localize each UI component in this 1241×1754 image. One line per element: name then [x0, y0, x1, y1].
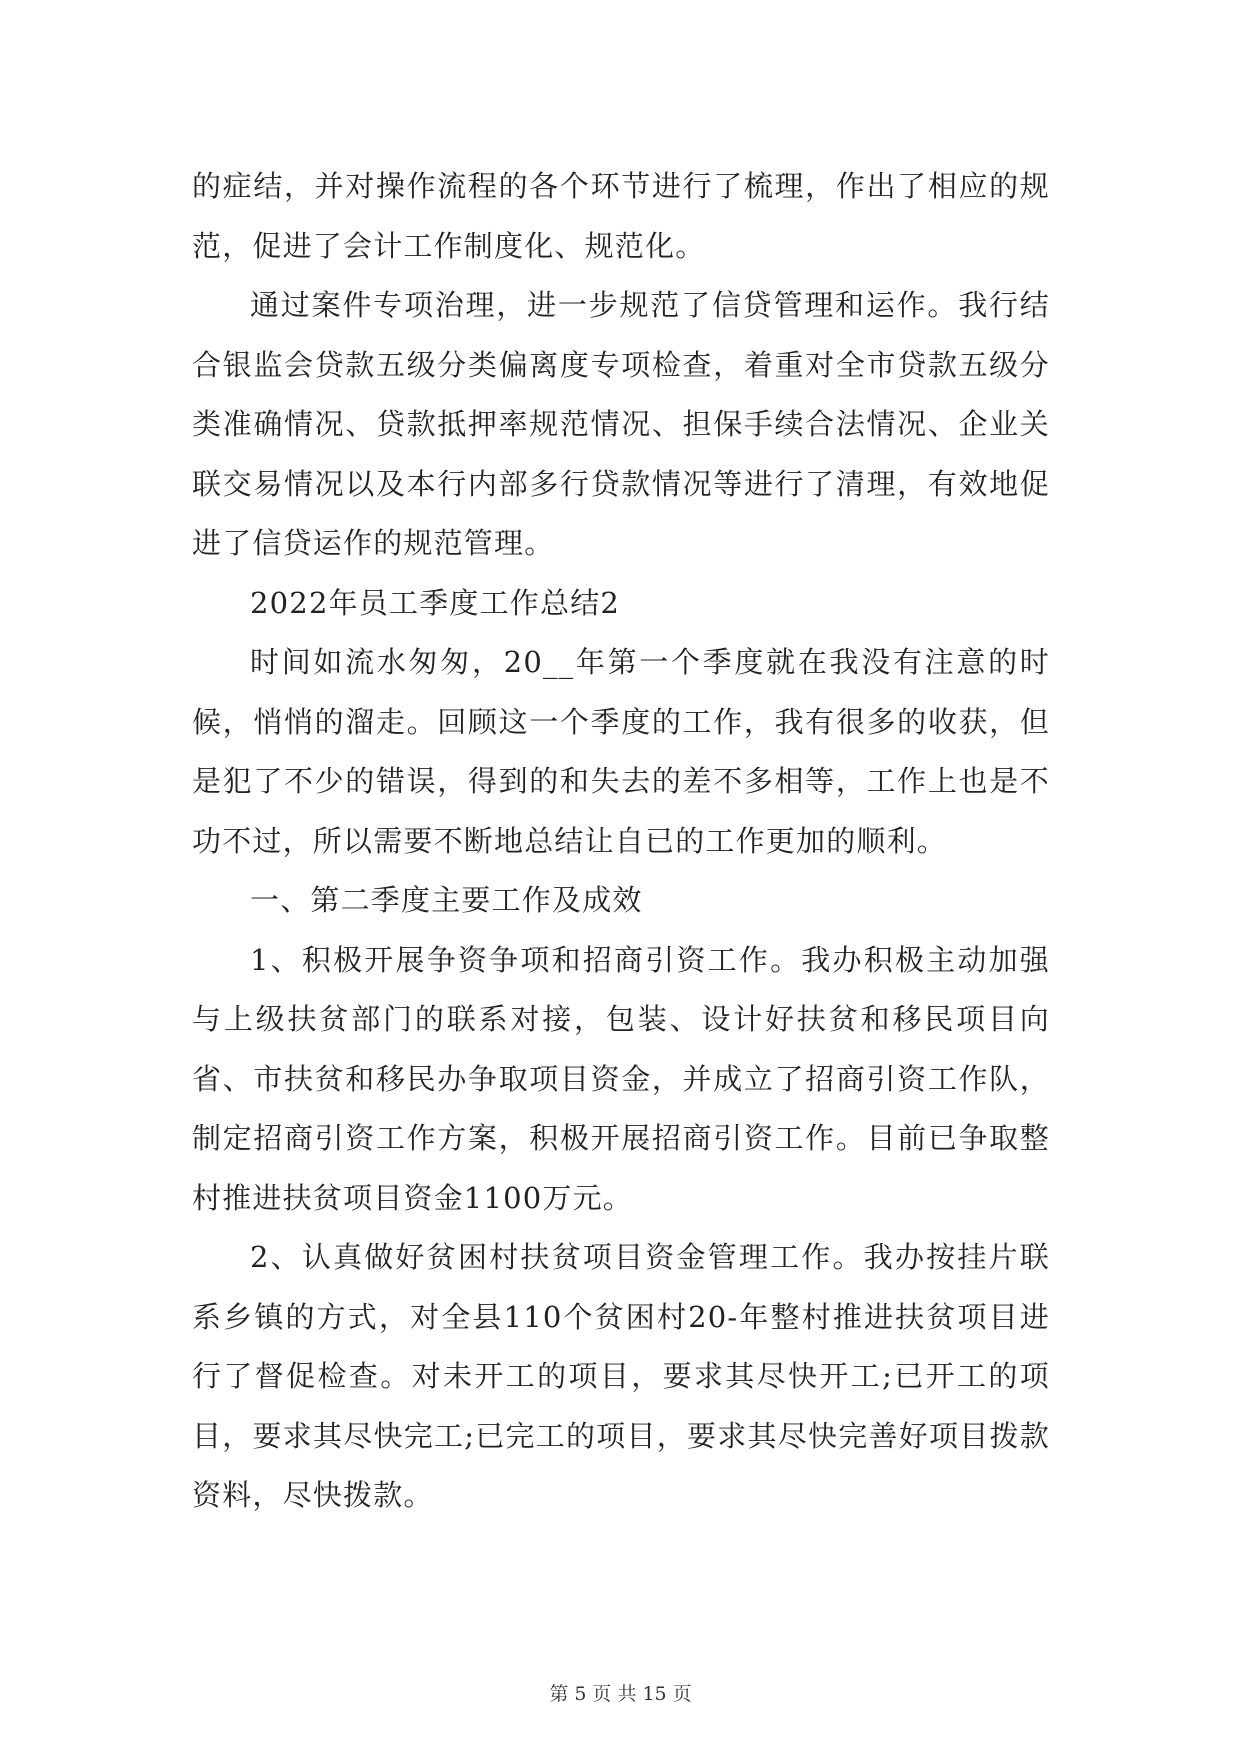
paragraph-5: 2、认真做好贫困村扶贫项目资金管理工作。我办按挂片联系乡镇的方式，对全县110个贫困村20-年整村推进扶贫项目进行了督促检查。对未开工的项目，要求其尽快开工;已开工的项目，要求其尽快完工;已完工的项目，要求其尽快完善好项目拨款资料，尽快拨款。 [192, 1240, 1050, 1512]
document-body [192, 157, 1050, 1526]
paragraph-4: 1、积极开展争资争项和招商引资工作。我办积极主动加强与上级扶贫部门的联系对接，包装、设计好扶贫和移民项目向省、市扶贫和移民办争取项目资金，并成立了招商引资工作队，制定招商引资工作方案，积极开展招商引资工作。目前已争取整村推进扶贫项目资金1100万元。 [192, 942, 1050, 1215]
paragraph-2: 通过案件专项治理，进一步规范了信贷管理和运作。我行结合银监会贷款五级分类偏离度专项检查，着重对全市贷款五级分类准确情况、贷款抵押率规范情况、担保手续合法情况、企业关联交易情况以及本行内部多行贷款情况等进行了清理，有效地促进了信贷运作的规范管理。 [192, 288, 1050, 560]
paragraph-3: 时间如流水匆匆，20__年第一个季度就在我没有注意的时候，悄悄的溜走。回顾这一个季度的工作，我有很多的收获，但是犯了不少的错误，得到的和失去的差不多相等，工作上也是不功不过，所以需要不断地总结让自已的工作更加的顺利。 [192, 645, 1050, 858]
footer-middle: 页 共 [592, 1683, 637, 1705]
section-heading-main-work: 一、第二季度主要工作及成效 [250, 883, 643, 917]
footer-prefix: 第 [549, 1683, 569, 1705]
paragraph-1: 的症结，并对操作流程的各个环节进行了梳理，作出了相应的规范，促进了会计工作制度化、规范化。 [192, 169, 1050, 263]
footer-current-page: 5 [574, 1683, 587, 1705]
section-heading-summary-2: 2022年员工季度工作总结2 [250, 585, 621, 620]
footer-suffix: 页 [672, 1683, 692, 1705]
footer-total-pages: 15 [642, 1683, 667, 1705]
page-footer [0, 1682, 1241, 1706]
